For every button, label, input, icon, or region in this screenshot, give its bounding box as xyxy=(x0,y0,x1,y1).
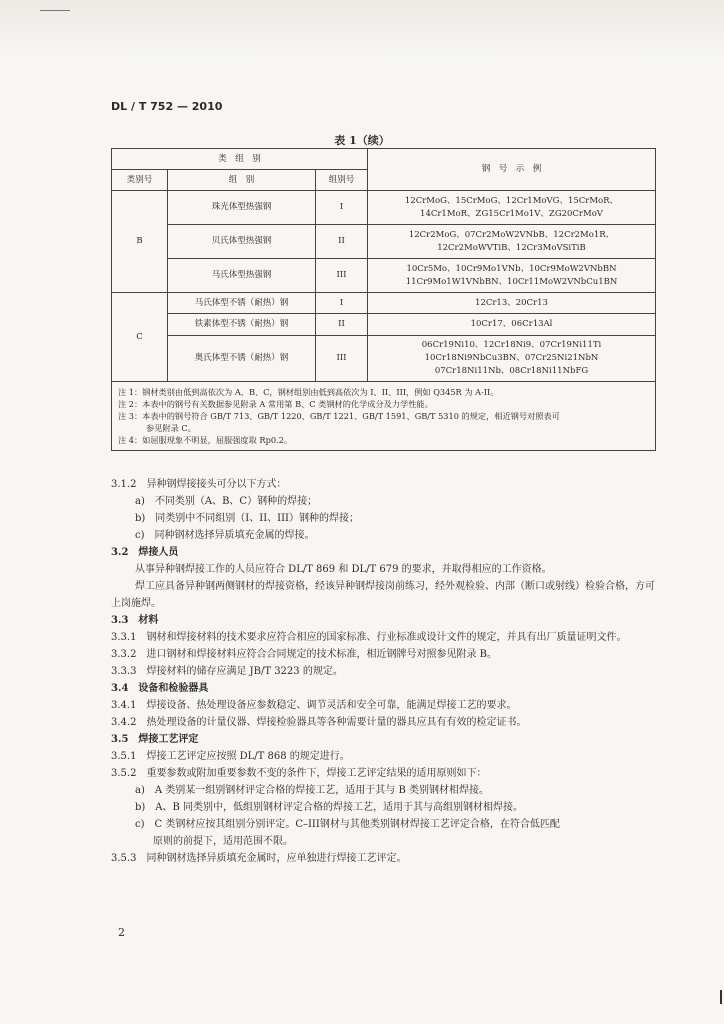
note-2: 注 2：本表中的钢号有关数据参见附录 A 常用第 B、C 类钢材的化学成分及力学性能。 xyxy=(118,399,433,409)
table-row xyxy=(112,191,656,225)
header-group: 组 别 xyxy=(168,170,316,191)
section-heading: 3.4 设备和检验器具 xyxy=(111,683,209,694)
group-no-cell: I xyxy=(316,293,368,314)
table-row xyxy=(112,259,656,293)
list-item: c) 同种钢材选择异质填充金属的焊接。 xyxy=(135,530,315,541)
header-steel-examples: 钢 号 示 例 xyxy=(368,149,656,191)
note-4: 注 4：如屈服现象不明显，屈服强度取 Rp0.2。 xyxy=(118,435,293,445)
clause-3-3-3: 3.3.3 焊接材料的储存应满足 JB/T 3223 的规定。 xyxy=(111,666,343,677)
clause-3-5-3: 3.5.3 同种钢材选择异质填充金属时，应单独进行焊接工艺评定。 xyxy=(111,853,407,864)
table-notes-row xyxy=(112,382,656,451)
group-cell: 贝氏体型热强钢 xyxy=(168,225,316,259)
scan-mark xyxy=(40,10,70,11)
group-cell: 马氏体型不锈（耐热）钢 xyxy=(168,293,316,314)
clause-3-1-2: 3.1.2 异种钢焊接接头可分以下方式： xyxy=(111,479,287,490)
page-number: 2 xyxy=(118,926,125,939)
paragraph: 焊工应具备异种钢两侧钢材的焊接资格，经该异种钢焊接岗前练习，经外观检验、内部（断口或射线）检验合格，方可上岗施焊。 xyxy=(111,581,655,609)
table-caption: 表 1（续） xyxy=(334,134,390,147)
header-category-group: 类 组 别 xyxy=(112,149,368,170)
group-no-cell: III xyxy=(316,259,368,293)
clause-3-5-2: 3.5.2 重要参数或附加重要参数不变的条件下，焊接工艺评定结果的适用原则如下： xyxy=(111,768,487,779)
group-no-cell: III xyxy=(316,336,368,382)
list-item: b) 同类别中不同组别（I、II、III）钢种的焊接； xyxy=(135,513,360,524)
table-notes xyxy=(112,382,656,451)
list-item: c) C 类钢材应按其组别分别评定。C–III钢材与其他类别钢材焊接工艺评定合格，在符合低匹配 xyxy=(135,819,560,830)
clause-3-5-1: 3.5.1 焊接工艺评定应按照 DL/T 868 的规定进行。 xyxy=(111,751,350,762)
note-3-cont: 参见附录 C。 xyxy=(146,423,196,433)
section-heading: 3.5 焊接工艺评定 xyxy=(111,734,199,745)
document-code: DL / T 752 — 2010 xyxy=(111,100,223,113)
steel-examples-cell: 10Cr17、06Cr13Al xyxy=(368,314,656,336)
note-3: 注 3：本表中的钢号符合 GB/T 713、GB/T 1220、GB/T 1221、GB/T 1591、GB/T 5310 的规定，相近钢号对照表可 xyxy=(118,411,560,421)
section-heading: 3.3 材料 xyxy=(111,615,159,626)
category-cell: C xyxy=(112,293,168,382)
steel-examples-cell: 12CrMoG、15CrMoG、12Cr1MoVG、15CrMoR、 14Cr1MoR、ZG15Cr1Mo1V、ZG20CrMoV xyxy=(368,191,656,225)
group-no-cell: II xyxy=(316,225,368,259)
steel-examples-cell: 10Cr5Mo、10Cr9Mo1VNb、10Cr9MoW2VNbBN 11Cr9Mo1W1VNbBN、10Cr11MoW2VNbCu1BN xyxy=(368,259,656,293)
section-heading: 3.2 焊接人员 xyxy=(111,547,179,558)
list-item: a) 不同类别（A、B、C）钢种的焊接； xyxy=(135,496,318,507)
group-no-cell: II xyxy=(316,314,368,336)
table-row xyxy=(112,225,656,259)
table-row xyxy=(112,293,656,314)
paragraph: 从事异种钢焊接工作的人员应符合 DL/T 869 和 DL/T 679 的要求，并取得相应的工作资格。 xyxy=(135,564,552,575)
clause-3-4-1: 3.4.1 焊接设备、热处理设备应参数稳定、调节灵活和安全可靠，能满足焊接工艺的要求。 xyxy=(111,700,517,711)
clause-3-4-2: 3.4.2 热处理设备的计量仪器、焊接检验器具等各种需要计量的器具应具有有效的检定证书。 xyxy=(111,717,527,728)
clause-3-3-1: 3.3.1 钢材和焊接材料的技术要求应符合相应的国家标准、行业标准或设计文件的规定，并具有出厂质量证明文件。 xyxy=(111,632,627,643)
note-1: 注 1：钢材类别由低到高依次为 A、B、C，钢材组别由低到高依次为 I、II、III，例如 Q345R 为 A-II。 xyxy=(118,387,499,397)
clause-3-3-2: 3.3.2 进口钢材和焊接材料应符合合同规定的技术标准，相近钢牌号对照参见附录 B。 xyxy=(111,649,497,660)
group-cell: 奥氏体型不锈（耐热）钢 xyxy=(168,336,316,382)
list-item: b) A、B 同类别中，低组别钢材评定合格的焊接工艺，适用于其与高组别钢材相焊接。 xyxy=(135,802,524,813)
group-cell: 铁素体型不锈（耐热）钢 xyxy=(168,314,316,336)
header-group-no: 组别号 xyxy=(316,170,368,191)
steel-examples-cell: 12Cr13、20Cr13 xyxy=(368,293,656,314)
category-cell: B xyxy=(112,191,168,293)
scan-edge-mark xyxy=(720,990,722,1004)
table-row xyxy=(112,314,656,336)
group-cell: 珠光体型热强钢 xyxy=(168,191,316,225)
body-text xyxy=(111,476,659,867)
header-category-no: 类别号 xyxy=(112,170,168,191)
steel-classification-table xyxy=(111,148,656,451)
list-item: a) A 类别某一组别钢材评定合格的焊接工艺，适用于其与 B 类别钢材相焊接。 xyxy=(135,785,489,796)
group-no-cell: I xyxy=(316,191,368,225)
steel-examples-cell: 12Cr2MoG、07Cr2MoW2VNbB、12Cr2Mo1R、 12Cr2MoWVTiB、12Cr3MoVSiTiB xyxy=(368,225,656,259)
steel-examples-cell: 06Cr19Ni10、12Cr18Ni9、07Cr19Ni11Ti 10Cr18Ni9NbCu3BN、07Cr25Ni21NbN 07Cr18Ni11Nb、08Cr18Ni11NbFG xyxy=(368,336,656,382)
table-row xyxy=(112,336,656,382)
page-top-shadow xyxy=(0,0,724,60)
group-cell: 马氏体型热强钢 xyxy=(168,259,316,293)
list-item-cont: 原则的前提下，适用范围不限。 xyxy=(153,836,293,847)
